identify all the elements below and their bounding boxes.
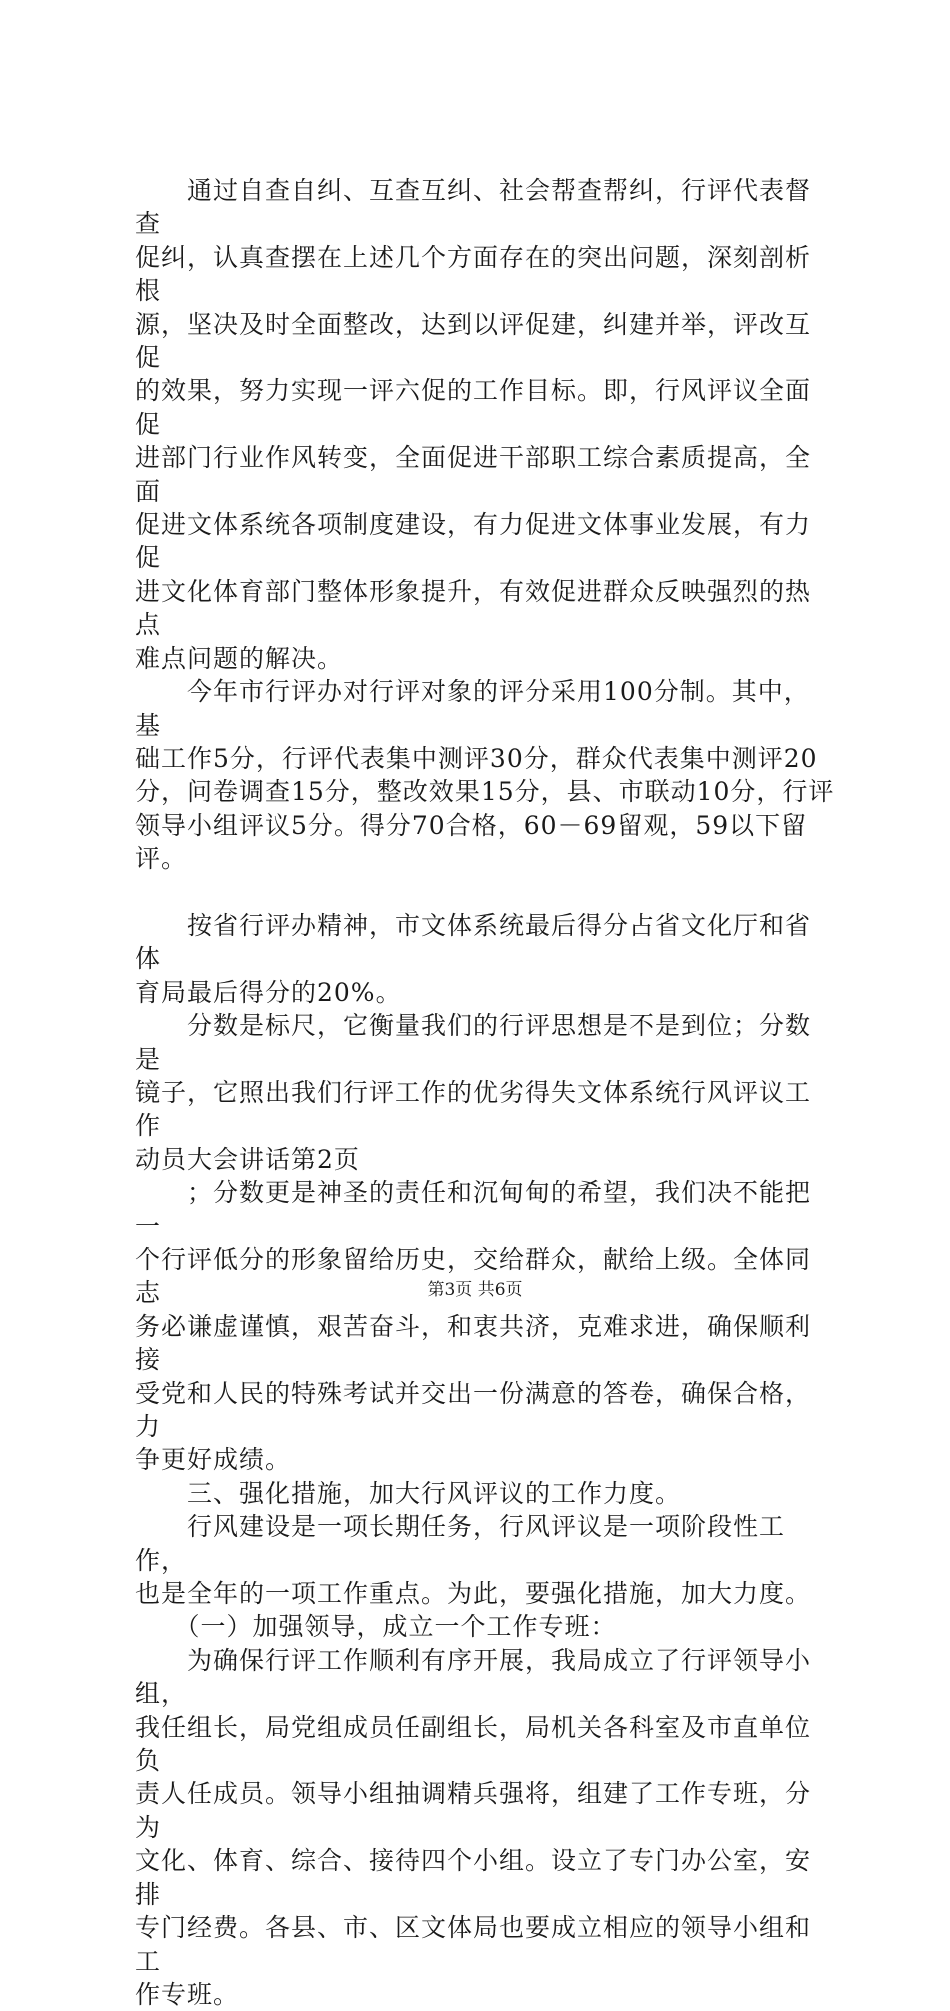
text-line: 分数是标尺，它衡量我们的行评思想是不是到位；分数是 — [135, 1011, 812, 1074]
text-line: 础工作5分，行评代表集中测评30分，群众代表集中测评20 — [135, 743, 818, 773]
text-line: 的效果，努力实现一评六促的工作目标。即，行风评议全面促 — [135, 376, 812, 439]
text-line: 进文化体育部门整体形象提升，有效促进群众反映强烈的热点 — [135, 576, 812, 640]
section-heading: 三、强化措施，加大行风评议的工作力度。 — [135, 1478, 682, 1508]
text-line: 难点问题的解决。 — [135, 643, 344, 673]
text-line: 促纠，认真查摆在上述几个方面存在的突出问题，深刻剖析根 — [135, 242, 812, 306]
text-line: 今年市行评办对行评对象的评分采用100分制。其中，基 — [135, 677, 810, 740]
text-line: 责人任成员。领导小组抽调精兵强将，组建了工作专班，分为 — [135, 1779, 812, 1842]
text-line: 争更好成绩。 — [135, 1445, 292, 1475]
text-line: 分，问卷调查15分，整改效果15分，县、市联动10分，行评 — [135, 777, 835, 807]
text-line: 促进文体系统各项制度建设，有力促进文体事业发展，有力促 — [135, 510, 812, 573]
blank-line — [135, 876, 835, 909]
text-line: 行风建设是一项长期任务，行风评议是一项阶段性工作， — [135, 1512, 786, 1575]
subsection-heading: （一）加强领导，成立一个工作专班： — [135, 1612, 617, 1642]
text-line: 按省行评办精神，市文体系统最后得分占省文化厅和省体 — [135, 910, 812, 974]
text-line: 个行评低分的形象留给历史，交给群众，献给上级。全体同志 — [135, 1244, 812, 1308]
text-line: ；分数更是神圣的责任和沉甸甸的希望，我们决不能把一 — [135, 1178, 812, 1241]
text-line: 育局最后得分的20%。 — [135, 977, 402, 1007]
text-line: 我任组长，局党组成员任副组长，局机关各科室及市直单位负 — [135, 1712, 812, 1776]
text-line: 作专班。 — [135, 1979, 240, 2009]
text-line: 源，坚决及时全面整改，达到以评促建，纠建并举，评改互促 — [135, 309, 812, 373]
text-line: 动员大会讲话第2页 — [135, 1144, 360, 1174]
text-line: 通过自查自纠、互查互纠、社会帮查帮纠，行评代表督查 — [135, 176, 812, 239]
page-number-footer: 第3页 共6页 — [427, 1280, 523, 1300]
text-line: 受党和人民的特殊考试并交出一份满意的答卷，确保合格，力 — [135, 1378, 812, 1442]
document-body — [135, 174, 835, 2011]
text-line: 务必谦虚谨慎，艰苦奋斗，和衷共济，克难求进，确保顺利接 — [135, 1311, 812, 1375]
text-line: 进部门行业作风转变，全面促进干部职工综合素质提高，全面 — [135, 443, 812, 506]
text-line: 文化、体育、综合、接待四个小组。设立了专门办公室，安排 — [135, 1846, 812, 1909]
text-line: 为确保行评工作顺利有序开展，我局成立了行评领导小组， — [135, 1645, 812, 1709]
text-line: 领导小组评议5分。得分70合格，60－69留观，59以下留评。 — [135, 810, 808, 874]
text-line: 专门经费。各县、市、区文体局也要成立相应的领导小组和工 — [135, 1913, 812, 1976]
text-line: 也是全年的一项工作重点。为此，要强化措施，加大力度。 — [135, 1579, 812, 1609]
text-line: 镜子，它照出我们行评工作的优劣得失文体系统行风评议工作 — [135, 1077, 812, 1141]
